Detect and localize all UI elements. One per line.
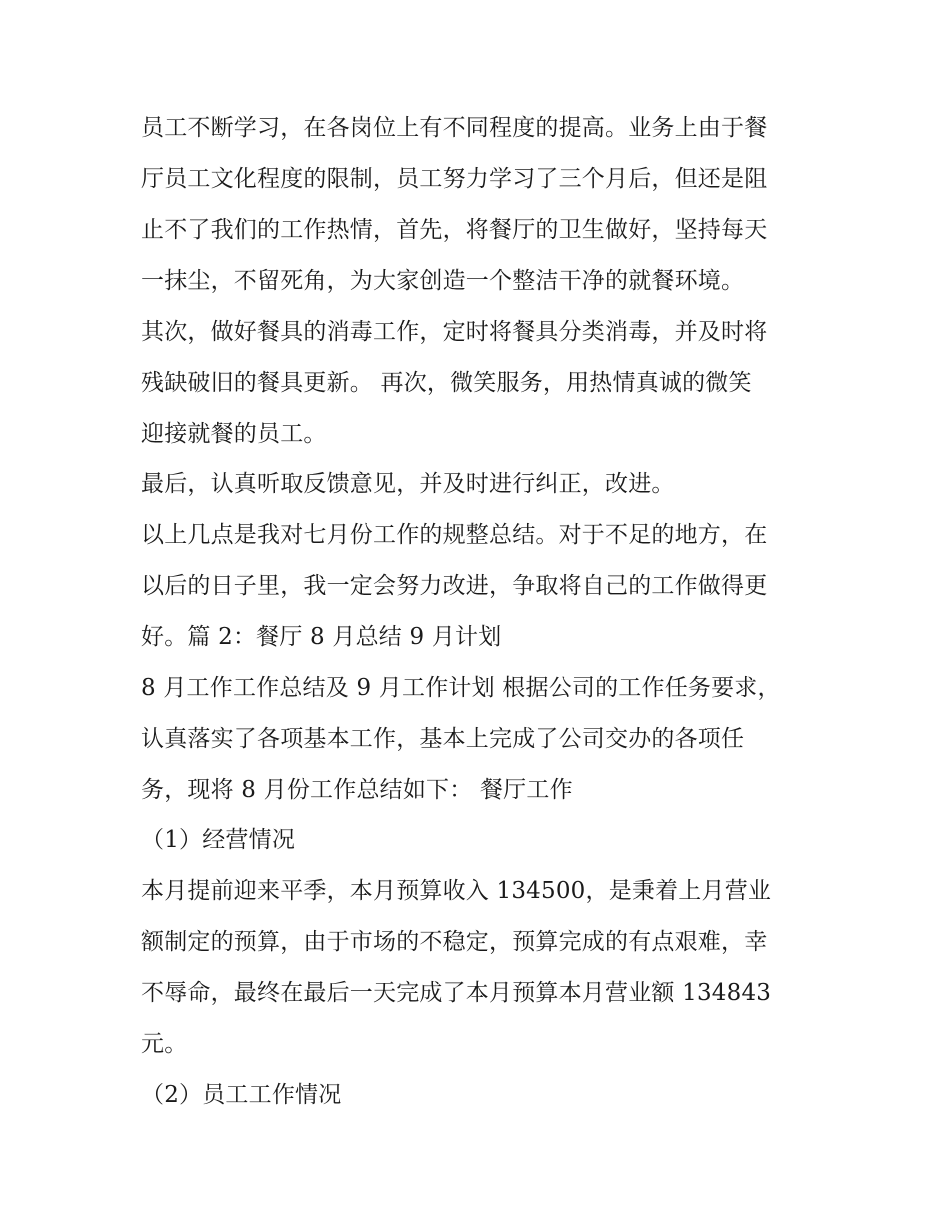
text-line: 最后，认真听取反馈意见，并及时进行纠正，改进。 — [141, 471, 675, 497]
text-line: 好。篇 2：餐厅 8 月总结 9 月计划 — [141, 624, 502, 650]
text-line: （2）员工工作情况 — [141, 1082, 342, 1108]
text-line: 认真落实了各项基本工作，基本上完成了公司交办的各项任 — [141, 726, 745, 752]
text-line: （1）经营情况 — [141, 827, 296, 853]
text-line: 以上几点是我对七月份工作的规整总结。对于不足的地方，在 — [141, 522, 768, 548]
text-line: 额制定的预算，由于市场的不稳定，预算完成的有点艰难，幸 — [141, 929, 768, 955]
text-line: 元。 — [141, 1031, 188, 1057]
text-line: 务，现将 8 月份工作总结如下： 餐厅工作 — [141, 777, 573, 803]
text-line: 以后的日子里，我一定会努力改进，争取将自己的工作做得更 — [141, 573, 768, 599]
text-line: 一抹尘，不留死角，为大家创造一个整洁干净的就餐环境。 — [141, 268, 745, 294]
text-line: 止不了我们的工作热情，首先，将餐厅的卫生做好，坚持每天 — [141, 217, 768, 243]
text-line: 厅员工文化程度的限制，员工努力学习了三个月后，但还是阻 — [141, 166, 768, 192]
text-line: 员工不断学习，在各岗位上有不同程度的提高。业务上由于餐 — [141, 115, 768, 141]
text-line: 不辱命，最终在最后一天完成了本月预算本月营业额 134843 — [141, 980, 772, 1006]
text-line: 8 月工作工作总结及 9 月工作计划 根据公司的工作任务要求， — [141, 675, 781, 701]
text-line: 残缺破旧的餐具更新。 再次，微笑服务，用热情真诚的微笑 — [141, 370, 752, 396]
text-line: 迎接就餐的员工。 — [141, 421, 327, 447]
text-line: 本月提前迎来平季，本月预算收入 134500，是秉着上月营业 — [141, 878, 772, 904]
text-line: 其次，做好餐具的消毒工作，定时将餐具分类消毒，并及时将 — [141, 319, 768, 345]
